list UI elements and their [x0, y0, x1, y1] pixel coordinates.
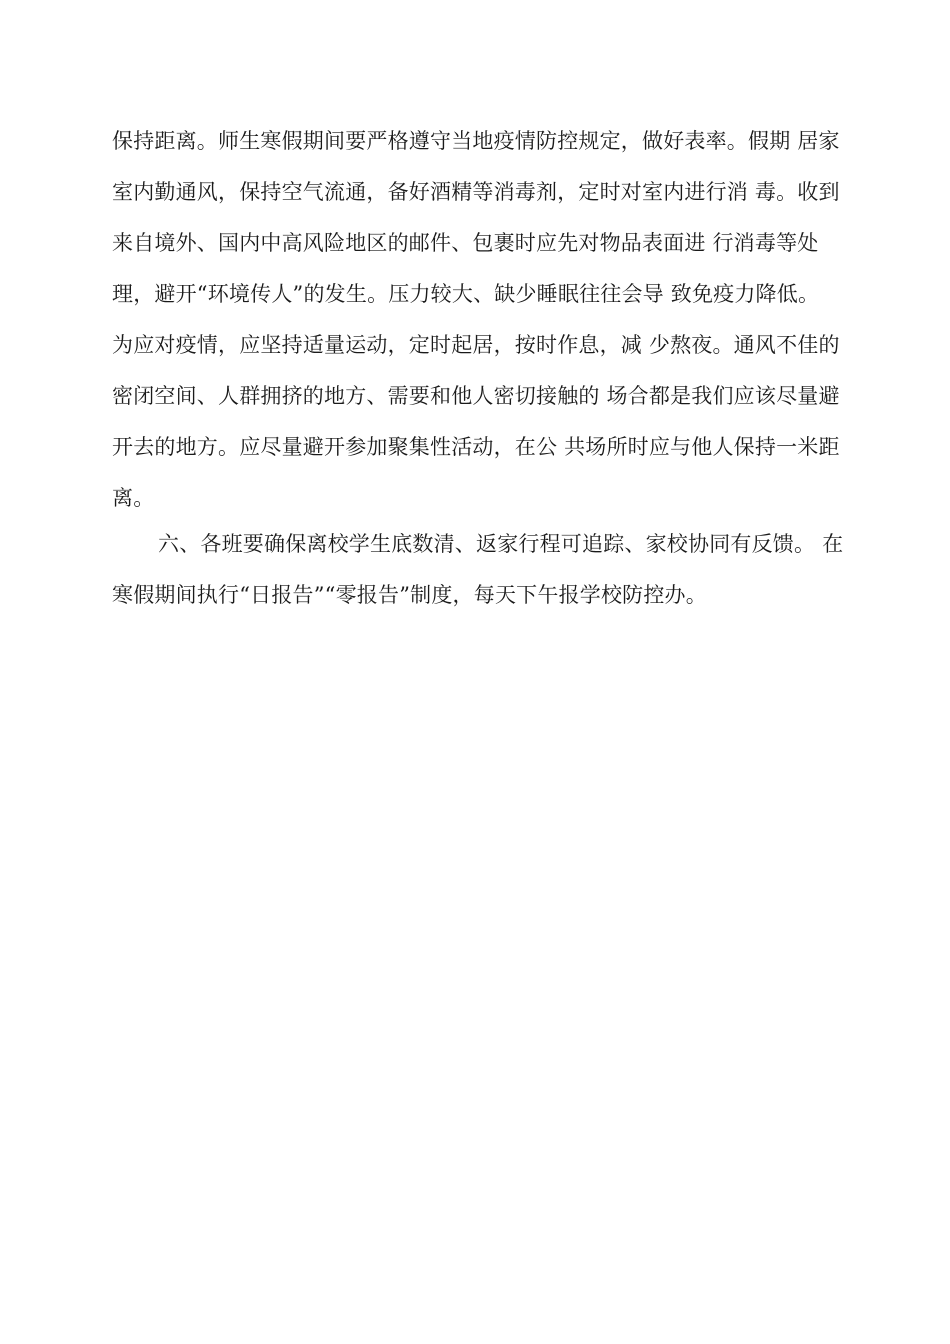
paragraph-item-six: [112, 519, 852, 621]
paragraph-line: 室内勤通风，保持空气流通，备好酒精等消毒剂，定时对室内进行消 毒。收到: [112, 180, 840, 204]
paragraph-line: 理，避开“环境传人”的发生。压力较大、缺少睡眠往往会导 致免疫力降低。: [112, 282, 820, 306]
paragraph-line: 离。: [112, 486, 155, 510]
paragraph-line: 来自境外、国内中高风险地区的邮件、包裹时应先对物品表面进 行消毒等处: [112, 231, 819, 255]
paragraph-line: 六、各班要确保离校学生底数清、返家行程可追踪、家校协同有反馈。 在: [158, 532, 844, 556]
paragraph-distance-and-hygiene: [112, 116, 852, 524]
paragraph-line: 寒假期间执行“日报告”“零报告”制度，每天下午报学校防控办。: [112, 583, 707, 607]
paragraph-line: 保持距离。师生寒假期间要严格遵守当地疫情防控规定，做好表率。假期 居家: [112, 129, 840, 153]
paragraph-line: 密闭空间、人群拥挤的地方、需要和他人密切接触的 场合都是我们应该尽量避: [112, 384, 840, 408]
paragraph-line: 开去的地方。应尽量避开参加聚集性活动，在公 共场所时应与他人保持一米距: [112, 435, 840, 459]
paragraph-line: 为应对疫情，应坚持适量运动，定时起居，按时作息，减 少熬夜。通风不佳的: [112, 333, 840, 357]
